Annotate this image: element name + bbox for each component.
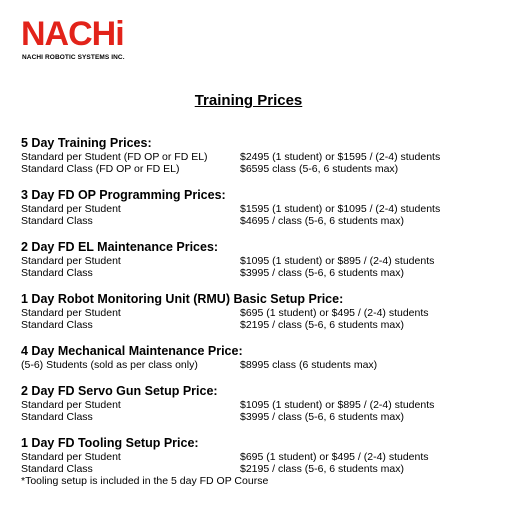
section-title: 5 Day Training Prices: [21, 136, 152, 150]
row-price: $1095 (1 student) or $895 / (2-4) students [240, 255, 435, 267]
row-label: Standard Class [21, 319, 93, 331]
row-price: $4695 / class (5-6, 6 students max) [240, 215, 404, 227]
row-label: Standard per Student [21, 399, 121, 411]
row-price: $3995 / class (5-6, 6 students max) [240, 267, 404, 279]
section-title: 3 Day FD OP Programming Prices: [21, 188, 226, 202]
logo-wordmark: NACHi [21, 15, 124, 53]
section-5-day-training [21, 136, 501, 175]
section-title: 1 Day FD Tooling Setup Price: [21, 436, 199, 450]
price-sections [21, 136, 501, 500]
row-price: $8995 class (6 students max) [240, 359, 378, 371]
row-price: $695 (1 student) or $495 / (2-4) students [240, 307, 429, 319]
row-price: $3995 / class (5-6, 6 students max) [240, 411, 404, 423]
row-label: Standard Class [21, 215, 93, 227]
price-row [21, 203, 501, 215]
price-row [21, 255, 501, 267]
section-1-day-rmu-setup [21, 292, 501, 331]
row-price: $6595 class (5-6, 6 students max) [240, 163, 399, 175]
section-title: 2 Day FD EL Maintenance Prices: [21, 240, 219, 254]
tooling-note: *Tooling setup is included in the 5 day FD OP Course [21, 475, 269, 487]
logo-subtitle: NACHI ROBOTIC SYSTEMS INC. [22, 54, 125, 61]
row-label: Standard Class (FD OP or FD EL) [21, 163, 180, 175]
row-label: Standard per Student [21, 451, 121, 463]
page-title: Training Prices [194, 92, 303, 109]
price-row [21, 319, 501, 331]
section-1-day-fd-tooling-setup [21, 436, 501, 487]
row-label: Standard Class [21, 463, 93, 475]
row-price: $1095 (1 student) or $895 / (2-4) students [240, 399, 435, 411]
row-price: $695 (1 student) or $495 / (2-4) students [240, 451, 429, 463]
section-title: 4 Day Mechanical Maintenance Price: [21, 344, 243, 358]
section-2-day-fd-servo-gun-setup [21, 384, 501, 423]
price-row [21, 151, 501, 163]
price-row [21, 267, 501, 279]
price-row [21, 399, 501, 411]
price-row [21, 215, 501, 227]
row-price: $2495 (1 student) or $1595 / (2-4) students [240, 151, 441, 163]
price-row [21, 359, 501, 371]
section-title: 2 Day FD Servo Gun Setup Price: [21, 384, 218, 398]
section-4-day-mechanical-maintenance [21, 344, 501, 371]
price-row [21, 463, 501, 475]
row-label: (5-6) Students (sold as per class only) [21, 359, 198, 371]
price-row [21, 307, 501, 319]
row-label: Standard per Student [21, 307, 121, 319]
row-label: Standard per Student [21, 255, 121, 267]
row-price: $2195 / class (5-6, 6 students max) [240, 463, 404, 475]
row-price: $1595 (1 student) or $1095 / (2-4) students [240, 203, 441, 215]
price-row [21, 163, 501, 175]
price-row [21, 451, 501, 463]
row-label: Standard Class [21, 411, 93, 423]
row-label: Standard per Student [21, 203, 121, 215]
section-3-day-fd-op-programming [21, 188, 501, 227]
section-2-day-fd-el-maintenance [21, 240, 501, 279]
nachi-logo [21, 16, 136, 64]
price-row [21, 411, 501, 423]
row-label: Standard per Student (FD OP or FD EL) [21, 151, 208, 163]
row-label: Standard Class [21, 267, 93, 279]
section-title: 1 Day Robot Monitoring Unit (RMU) Basic Setup Price: [21, 292, 344, 306]
row-price: $2195 / class (5-6, 6 students max) [240, 319, 404, 331]
